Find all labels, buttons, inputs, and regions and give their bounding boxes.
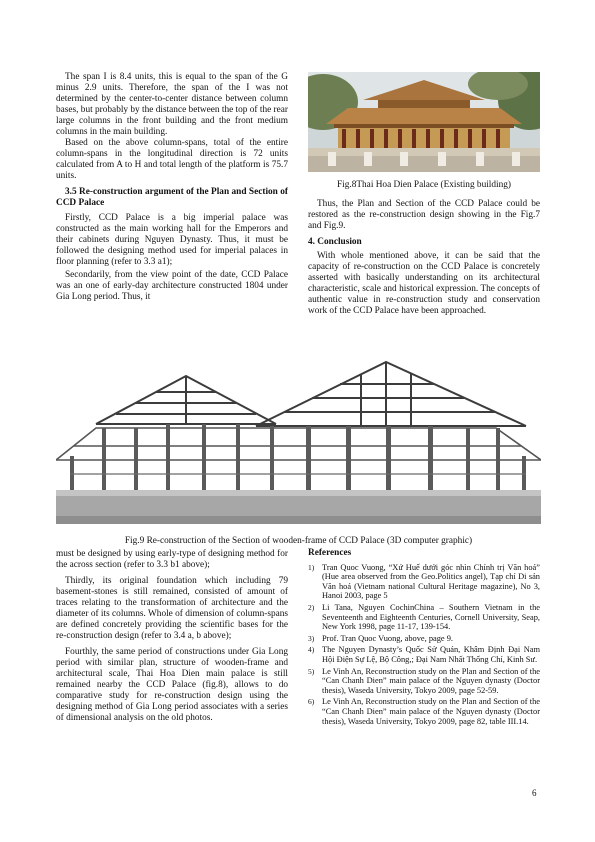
paragraph-span-i: The span I is 8.4 units, this is equal to the span of the G minus 2.9 units. Therefore, the span of the I was not determined by the center-to-center distance between column bases, but probably by the distance between the top of the rear large columns in the front building and the front medium columns in the main building. xyxy=(56,72,288,137)
section-heading-conclusion: 4. Conclusion xyxy=(308,237,362,247)
reference-number: 3) xyxy=(308,633,315,643)
paragraph-secondarily: Secondarily, from the view point of the date, CCD Palace was an one of early-day architecture constructed 1804 under Gia Long period. Thus, it xyxy=(56,270,288,302)
reference-number: 5) xyxy=(308,666,315,676)
reference-item xyxy=(308,563,540,601)
section-heading-3-5: 3.5 Re-construction argument of the Plan and Section of CCD Palace xyxy=(56,187,288,208)
reference-item xyxy=(308,645,540,664)
references xyxy=(308,549,540,728)
fig9-graphic xyxy=(56,356,541,524)
reference-number: 4) xyxy=(308,645,315,655)
reference-item xyxy=(308,603,540,632)
left-column-bottom xyxy=(56,549,288,724)
fig8-caption: Fig.8Thai Hoa Dien Palace (Existing building) xyxy=(336,180,512,190)
paragraph-firstly: Firstly, CCD Palace is a big imperial palace was constructed as the main working hall for the Emperors and their cabinets during Nguyen Dynasty. Thus, it must be followed the designing method used for imperial palaces in floor planning (refer to 3.3 a1); xyxy=(56,213,288,267)
page-number: 6 xyxy=(532,788,537,798)
paragraph-conclusion: With whole mentioned above, it can be said that the capacity of re-construction on the CCD Palace is concretely asserted with basically understanding on its architectural characteristic, scale and historical expression. The concepts of authentic value in re-construction study and conservation work of the CCD Palace have been approached. xyxy=(308,251,540,316)
reference-text: Le Vinh An, Reconstruction study on the Plan and Section of the “Can Chanh Dien” main palace of the Nguyen dynasty (Doctor thesis), Waseda University, Tokyo 2009, page 82, table III.14. xyxy=(322,697,540,726)
fig8-photo xyxy=(308,72,540,172)
reference-text: Li Tana, Nguyen CochinChina – Southern Vietnam in the Seventeenth and Eighteenth Centuries, Cornell University, Seap, New York 1998, page 11-17, 139-154. xyxy=(322,602,540,632)
wooden-frame-3d-render xyxy=(56,356,541,524)
thai-hoa-dien-palace-image xyxy=(308,72,540,172)
references-list xyxy=(308,563,540,727)
paragraph-plan-section-restored: Thus, the Plan and Section of the CCD Palace could be restored as the re-construction design showing in the Fig.7 and Fig.9. xyxy=(308,199,540,231)
reference-item xyxy=(308,634,540,644)
paragraph-thirdly: Thirdly, its original foundation which including 79 basement-stones is still remained, consisted of amount of traces relating to the transformation of architecture and the diameter of its columns. Whole of dimension of column-spans are defined concretely providing the scientific bases for the re-construction design (refer to 3.4 a, b above); xyxy=(56,576,288,641)
reference-text: The Nguyen Dynasty’s Quốc Sử Quán, Khâm Định Đại Nam Hội Điện Sự Lệ, Bộ Công,; Đại Nam Nhất Thống Chí, Kinh Sư. xyxy=(322,645,540,664)
fig9-caption: Fig.9 Re-construction of the Section of wooden-frame of CCD Palace (3D computer graphic) xyxy=(124,536,473,546)
paragraph-column-spans: Based on the above column-spans, total of the entire column-spans in the longitudinal direction is 72 units calculated from A to H and total length of the platform is 75.7 units. xyxy=(56,138,288,181)
right-column-top xyxy=(308,199,540,317)
left-column-top xyxy=(56,72,288,303)
reference-text: Tran Quoc Vuong, “Xứ Huế dưới góc nhìn Chính trị Văn hoá” (Hue area observed from the Geo.Politics angel), Tạp chí Di sản Văn hoá (Vietnam national Cultural Heritage magazine), No 3, Hanoi 2003, page 5 xyxy=(322,562,540,601)
references-heading: References xyxy=(308,548,352,558)
reference-number: 6) xyxy=(308,697,315,707)
reference-item xyxy=(308,667,540,696)
reference-number: 2) xyxy=(308,602,315,612)
paragraph-fourthly: Fourthly, the same period of constructions under Gia Long period with similar plan, structure of wooden-frame and architectural scale, Thai Hoa Dien main palace is still remained nearby the CCD Palace (fig.8), allows to do comparative study for re-construction design using the designing method of Gia Long period associates with a series of dimensional analysis on the old photos. xyxy=(56,647,288,723)
reference-text: Prof. Tran Quoc Vuong, above, page 9. xyxy=(322,633,454,643)
reference-number: 1) xyxy=(308,562,315,572)
reference-text: Le Vinh An, Reconstruction study on the Plan and Section of the “Can Chanh Dien” main palace of the Nguyen dynasty (Doctor thesis), Waseda University, Tokyo 2009, page 52-59. xyxy=(322,666,540,695)
reference-item xyxy=(308,697,540,726)
paragraph-early-type: must be designed by using early-type of designing method for the across section (refer to 3.3 b1 above); xyxy=(56,549,288,570)
